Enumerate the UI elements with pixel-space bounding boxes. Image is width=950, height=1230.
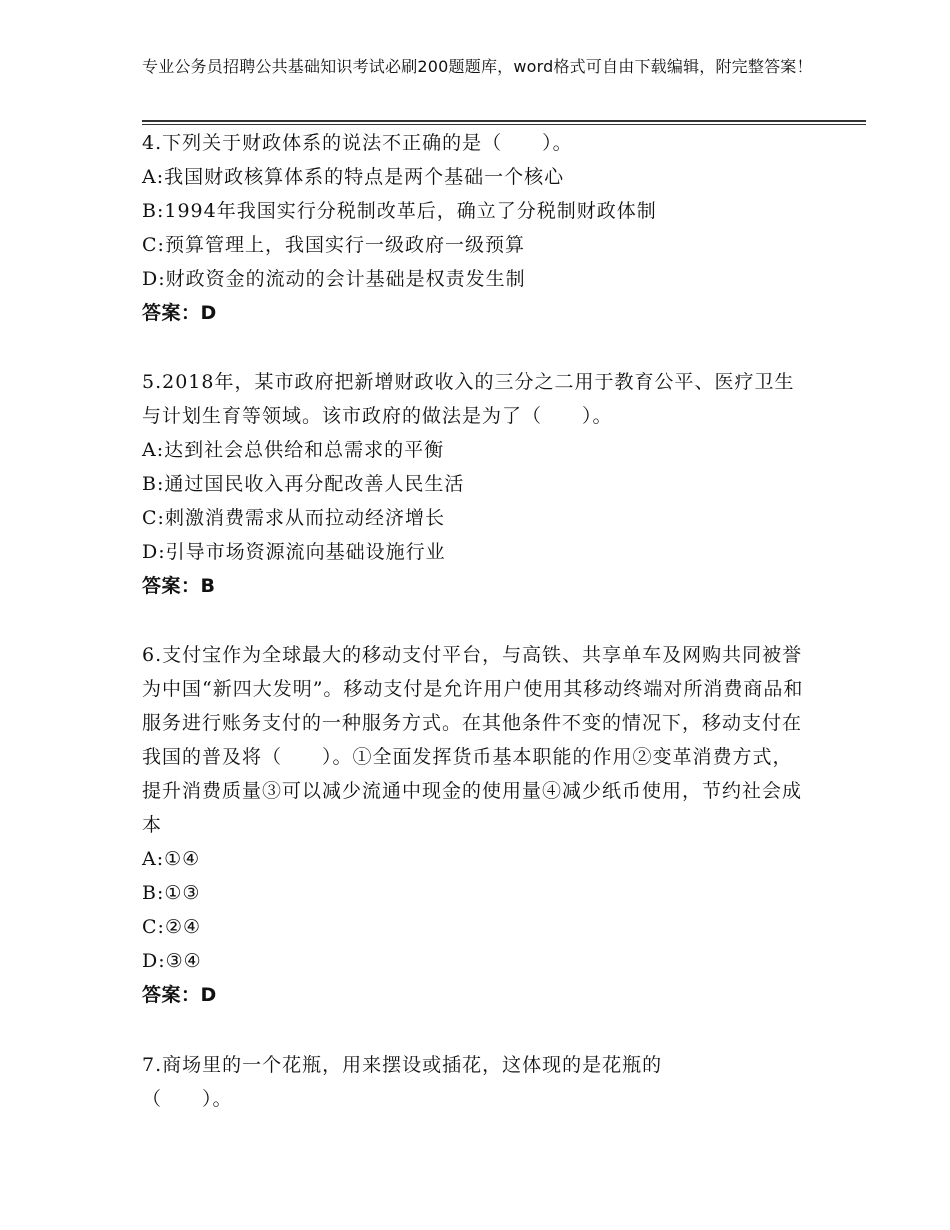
question-5 [142,365,807,603]
option-d: D:引导市场资源流向基础设施行业 [142,541,446,563]
option-c: C:预算管理上，我国实行一级政府一级预算 [142,234,525,256]
question-stem: 4.下列关于财政体系的说法不正确的是（ ）。 [142,132,573,154]
option-d: D:③④ [142,950,202,972]
page-header: 专业公务员招聘公共基础知识考试必刷200题题库，word格式可自由下载编辑，附完整答案！ [142,57,813,76]
question-stem: 5.2018年，某市政府把新增财政收入的三分之二用于教育公平、医疗卫生与计划生育等领域。该市政府的做法是为了（ ）。 [142,371,795,427]
question-stem: 6.支付宝作为全球最大的移动支付平台，与高铁、共享单车及网购共同被誉为中国“新四大发明”。移动支付是允许用户使用其移动终端对所消费商品和服务进行账务支付的一种服务方式。在其他条件不变的情况下，移动支付在我国的普及将（ ）。①全面发挥货币基本职能的作用②变革消费方式，提升消费质量③可以减少流通中现金的使用量④减少纸币使用，节约社会成本 [142,644,804,836]
option-d: D:财政资金的流动的会计基础是权责发生制 [142,268,526,290]
option-a: A:①④ [142,848,201,870]
question-6 [142,638,807,1012]
option-c: C:②④ [142,916,202,938]
question-4 [142,126,822,330]
answer-label: 答案：B [142,575,216,597]
answer-label: 答案：D [142,984,217,1006]
answer-label: 答案：D [142,302,217,324]
header-divider-thick [142,120,866,122]
header-divider-thin [142,124,866,125]
option-b: B:①③ [142,882,201,904]
option-b: B:1994年我国实行分税制改革后，确立了分税制财政体制 [142,200,657,222]
question-stem: 7.商场里的一个花瓶，用来摆设或插花，这体现的是花瓶的（ ）。 [142,1054,663,1110]
option-b: B:通过国民收入再分配改善人民生活 [142,473,465,495]
option-c: C:刺激消费需求从而拉动经济增长 [142,507,445,529]
option-a: A:达到社会总供给和总需求的平衡 [142,439,445,461]
question-7 [142,1048,732,1116]
option-a: A:我国财政核算体系的特点是两个基础一个核心 [142,166,565,188]
